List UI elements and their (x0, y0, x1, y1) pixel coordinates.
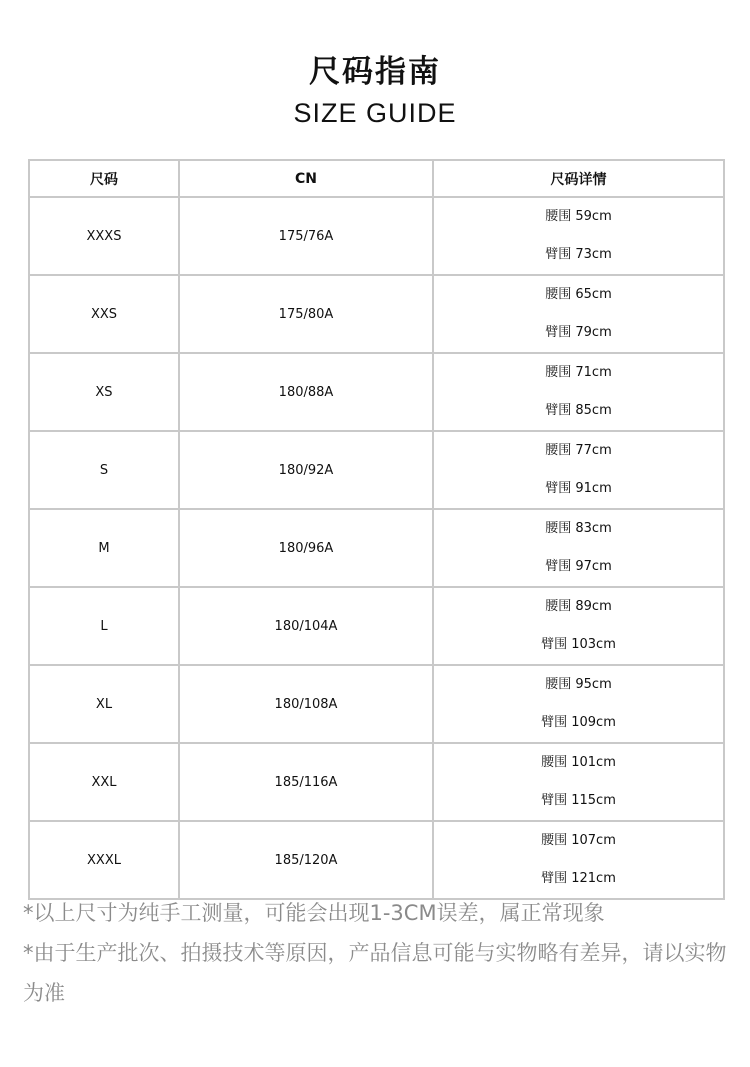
waist-measurement: 腰围 89cm (545, 599, 612, 614)
cn-cell: 185/120A (179, 821, 433, 899)
waist-measurement: 腰围 71cm (545, 365, 612, 380)
note-measurement: *以上尺寸为纯手工测量，可能会出现1-3CM误差，属正常现象 (23, 901, 605, 925)
table-row (29, 431, 724, 509)
details-cell (433, 821, 724, 899)
arm-measurement: 臂围 85cm (545, 403, 612, 418)
size-cell: XXXL (29, 821, 179, 899)
cn-cell: 180/88A (179, 353, 433, 431)
note-disclaimer: *由于生产批次、拍摄技术等原因，产品信息可能与实物略有差异，请以实物为准 (23, 941, 727, 1005)
cn-cell: 180/92A (179, 431, 433, 509)
table-row (29, 743, 724, 821)
table-row (29, 197, 724, 275)
size-cell: L (29, 587, 179, 665)
arm-measurement: 臂围 79cm (545, 325, 612, 340)
arm-measurement: 臂围 115cm (541, 793, 616, 808)
waist-measurement: 腰围 83cm (545, 521, 612, 536)
waist-measurement: 腰围 65cm (545, 287, 612, 302)
size-cell: XXXS (29, 197, 179, 275)
page-subtitle: SIZE GUIDE (293, 98, 457, 128)
cn-cell: 185/116A (179, 743, 433, 821)
size-cell: XL (29, 665, 179, 743)
size-cell: XXL (29, 743, 179, 821)
waist-measurement: 腰围 107cm (541, 833, 616, 848)
column-header-size: 尺码 (29, 160, 179, 197)
waist-measurement: 腰围 95cm (545, 677, 612, 692)
cn-cell: 180/108A (179, 665, 433, 743)
arm-measurement: 臂围 121cm (541, 871, 616, 886)
column-header-details: 尺码详情 (433, 160, 724, 197)
size-cell: XXS (29, 275, 179, 353)
details-cell (433, 197, 724, 275)
table-row (29, 275, 724, 353)
waist-measurement: 腰围 59cm (545, 209, 612, 224)
table-body (29, 197, 724, 899)
details-cell (433, 275, 724, 353)
size-cell: XS (29, 353, 179, 431)
details-cell (433, 587, 724, 665)
table-row (29, 665, 724, 743)
waist-measurement: 腰围 101cm (541, 755, 616, 770)
details-cell (433, 509, 724, 587)
details-cell (433, 743, 724, 821)
arm-measurement: 臂围 109cm (541, 715, 616, 730)
arm-measurement: 臂围 97cm (545, 559, 612, 574)
cn-cell: 175/80A (179, 275, 433, 353)
details-cell (433, 353, 724, 431)
table-row (29, 821, 724, 899)
cn-cell: 180/96A (179, 509, 433, 587)
page-title: 尺码指南 (309, 54, 441, 90)
waist-measurement: 腰围 77cm (545, 443, 612, 458)
notes (23, 893, 728, 1013)
size-cell: M (29, 509, 179, 587)
arm-measurement: 臂围 103cm (541, 637, 616, 652)
details-cell (433, 665, 724, 743)
size-table (28, 159, 725, 900)
table-row (29, 353, 724, 431)
table-row (29, 509, 724, 587)
arm-measurement: 臂围 91cm (545, 481, 612, 496)
size-cell: S (29, 431, 179, 509)
cn-cell: 180/104A (179, 587, 433, 665)
table-header-row (29, 160, 724, 197)
table-row (29, 587, 724, 665)
details-cell (433, 431, 724, 509)
column-header-cn: CN (179, 160, 433, 197)
arm-measurement: 臂围 73cm (545, 247, 612, 262)
cn-cell: 175/76A (179, 197, 433, 275)
